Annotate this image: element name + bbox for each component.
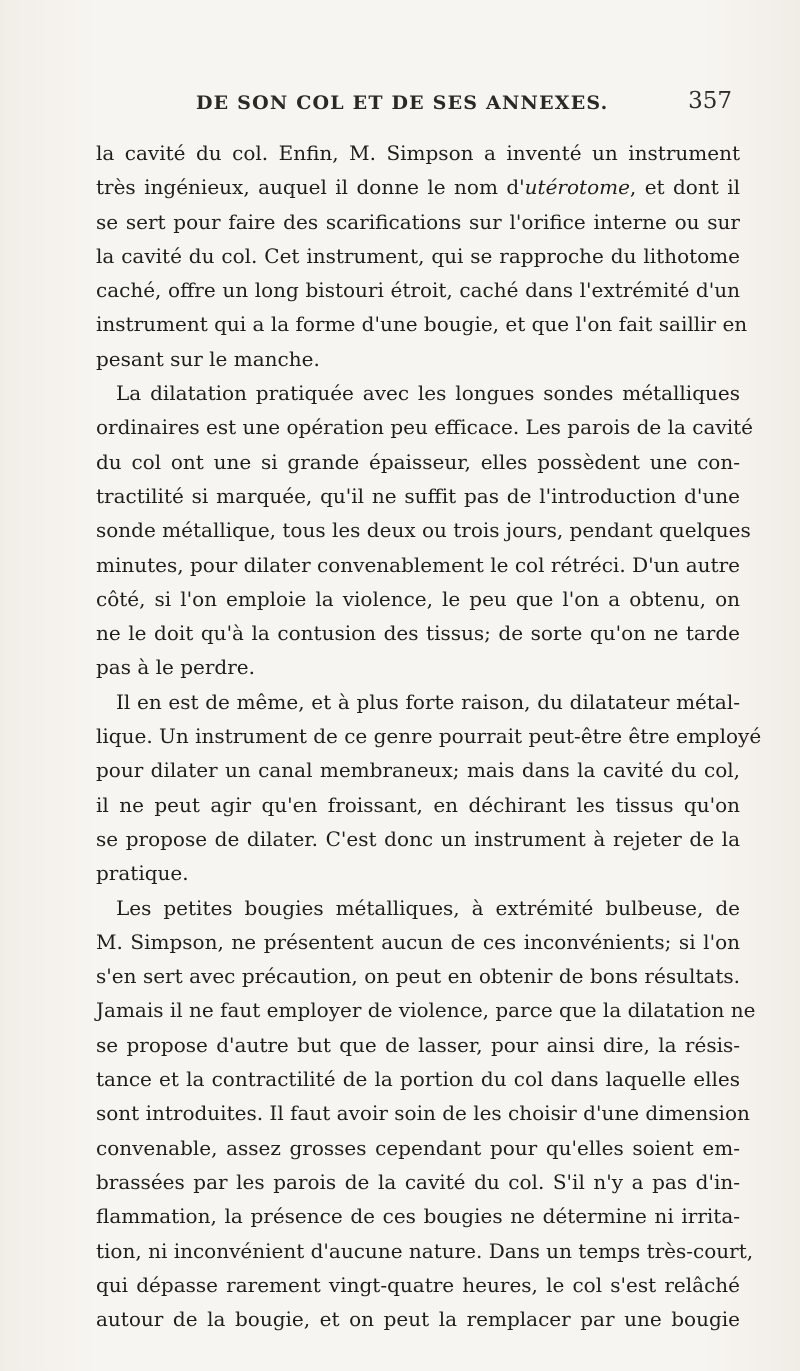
text-line: minutes, pour dilater convenablement le col rétréci. D'un autre bbox=[96, 552, 740, 577]
page-number: 357 bbox=[688, 88, 732, 114]
text-line: tractilité si marquée, qu'il ne suffit pas de l'introduction d'une bbox=[96, 483, 740, 508]
text-line: brassées par les parois de la cavité du col. S'il n'y a pas d'in- bbox=[96, 1169, 740, 1194]
text-line: tion, ni inconvénient d'aucune nature. Dans un temps très-court, bbox=[96, 1238, 754, 1263]
text-line: ordinaires est une opération peu efficace. Les parois de la cavité bbox=[96, 415, 753, 440]
text-line: pas à le perdre. bbox=[96, 655, 255, 680]
text-line: s'en sert avec précaution, on peut en obtenir de bons résultats. bbox=[96, 964, 740, 989]
text-line: côté, si l'on emploie la violence, le peu que l'on a obtenu, on bbox=[96, 586, 740, 611]
body-text bbox=[96, 136, 762, 1336]
text-line: la cavité du col. Cet instrument, qui se rapproche du lithotome bbox=[96, 243, 740, 268]
text-line: pesant sur le manche. bbox=[96, 346, 320, 371]
text-line: Il en est de même, et à plus forte raison, du dilatateur métal- bbox=[116, 689, 740, 714]
text-line: se sert pour faire des scarifications sur l'orifice interne ou sur bbox=[96, 209, 740, 234]
text-line: lique. Un instrument de ce genre pourrait peut-être être employé bbox=[96, 724, 762, 749]
page-header bbox=[196, 88, 732, 122]
paragraph-3 bbox=[96, 685, 762, 891]
text-line: du col ont une si grande épaisseur, elles possèdent une con- bbox=[96, 449, 740, 474]
running-title: DE SON COL ET DE SES ANNEXES. bbox=[196, 92, 609, 114]
text-line: Jamais il ne faut employer de violence, parce que la dilatation ne bbox=[96, 998, 756, 1023]
paragraph-4 bbox=[96, 891, 756, 1337]
text-line: pour dilater un canal membraneux; mais dans la cavité du col, bbox=[96, 758, 740, 783]
italic-term: utérotome bbox=[524, 175, 630, 200]
text-line: se propose de dilater. C'est donc un instrument à rejeter de la bbox=[96, 826, 740, 851]
text-line: M. Simpson, ne présentent aucun de ces inconvénients; si l'on bbox=[96, 929, 740, 954]
text-line: la cavité du col. Enfin, M. Simpson a inventé un instrument bbox=[96, 141, 740, 165]
text-run: très ingénieux, auquel il donne le nom d' bbox=[96, 175, 525, 200]
text-line: ne le doit qu'à la contusion des tissus; de sorte qu'on ne tarde bbox=[96, 621, 740, 646]
text-line: pratique. bbox=[96, 861, 189, 886]
text-line: sont introduites. Il faut avoir soin de les choisir d'une dimension bbox=[96, 1101, 750, 1126]
text-line: autour de la bougie, et on peut la remplacer par une bougie bbox=[96, 1307, 740, 1332]
text-line: sonde métallique, tous les deux ou trois jours, pendant quelques bbox=[96, 518, 751, 543]
text-line: Les petites bougies métalliques, à extrémité bulbeuse, de bbox=[116, 895, 740, 920]
paragraph-1 bbox=[96, 136, 748, 376]
text-line: se propose d'autre but que de lasser, pour ainsi dire, la résis- bbox=[96, 1032, 740, 1057]
text-line: La dilatation pratiquée avec les longues sondes métalliques bbox=[116, 381, 740, 406]
text-line: convenable, assez grosses cependant pour qu'elles soient em- bbox=[96, 1135, 740, 1160]
text-line: tance et la contractilité de la portion du col dans laquelle elles bbox=[96, 1067, 740, 1092]
text-line: caché, offre un long bistouri étroit, caché dans l'extrémité d'un bbox=[96, 278, 740, 303]
paragraph-2 bbox=[96, 376, 753, 685]
text-line bbox=[96, 170, 740, 204]
text-run: , et dont il bbox=[629, 175, 740, 200]
text-line: qui dépasse rarement vingt-quatre heures, le col s'est relâché bbox=[96, 1272, 740, 1297]
text-line: il ne peut agir qu'en froissant, en déchirant les tissus qu'on bbox=[96, 792, 740, 817]
text-line: instrument qui a la forme d'une bougie, et que l'on fait saillir en bbox=[96, 312, 748, 337]
text-line: flammation, la présence de ces bougies ne détermine ni irrita- bbox=[96, 1204, 740, 1229]
